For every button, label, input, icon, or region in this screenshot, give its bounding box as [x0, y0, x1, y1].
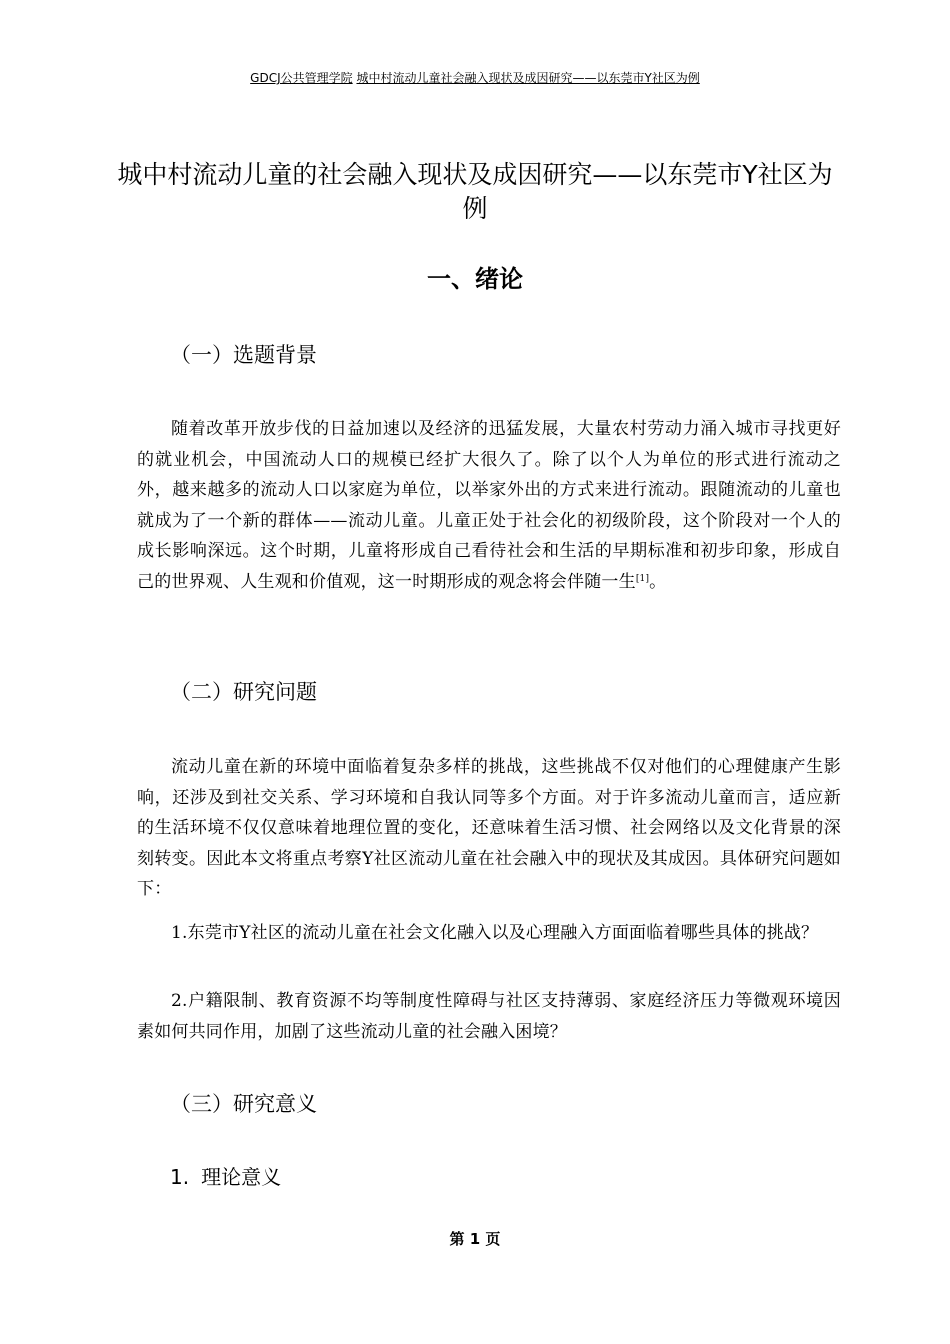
header-school: GDCJ公共管理学院 [250, 71, 353, 85]
paragraph-text: 随着改革开放步伐的日益加速以及经济的迅猛发展，大量农村劳动力涌入城市寻找更好的就业机会，中国流动人口的规模已经扩大很久了。除了以个人为单位的形式进行流动之外，越来越多的流动人口以家庭为单位，以举家外出的方式来进行流动。跟随流动的儿童也就成为了一个新的群体——流动儿童。儿童正处于社会化的初级阶段，这个阶段对一个人的成长影响深远。这个时期，儿童将形成自己看待社会和生活的早期标准和初步印象，形成自己的世界观、人生观和价值观，这一时期形成的观念将会伴随一生 [137, 419, 841, 592]
chapter-heading: 一、绪论 [427, 265, 523, 293]
citation-ref[interactable]: [1] [635, 573, 650, 584]
header-title: 城中村流动儿童社会融入现状及成因研究——以东莞市Y社区为例 [356, 71, 700, 85]
subheading-theory [170, 1163, 281, 1191]
section-heading-background: （一）选题背景 [170, 343, 317, 367]
page-number: 第 1 页 [449, 1230, 501, 1248]
question-item-1: 1.东莞市Y社区的流动儿童在社会文化融入以及心理融入方面面临着哪些具体的挑战？ [171, 923, 819, 943]
paragraph-background [137, 414, 841, 597]
section-heading-question: （二）研究问题 [170, 680, 317, 704]
document-title: 城中村流动儿童的社会融入现状及成因研究——以东莞市Y社区为例 [117, 160, 833, 223]
question-item-2: 2.户籍限制、教育资源不均等制度性障碍与社区支持薄弱、家庭经济压力等微观环境因素如何共同作用，加剧了这些流动儿童的社会融入困境？ [137, 991, 841, 1042]
running-header [0, 70, 950, 86]
paragraph-question-intro: 流动儿童在新的环境中面临着复杂多样的挑战，这些挑战不仅对他们的心理健康产生影响，还涉及到社交关系、学习环境和自我认同等多个方面。对于许多流动儿童而言，适应新的生活环境不仅仅意味着地理位置的变化，还意味着生活习惯、社会网络以及文化背景的深刻转变。因此本文将重点考察Y社区流动儿童在社会融入中的现状及其成因。具体研究问题如下： [137, 757, 841, 899]
paragraph-end: 。 [649, 571, 667, 592]
subheading-label: 理论意义 [201, 1165, 282, 1189]
subheading-number: 1. [170, 1165, 190, 1189]
section-heading-significance: （三）研究意义 [170, 1092, 317, 1116]
